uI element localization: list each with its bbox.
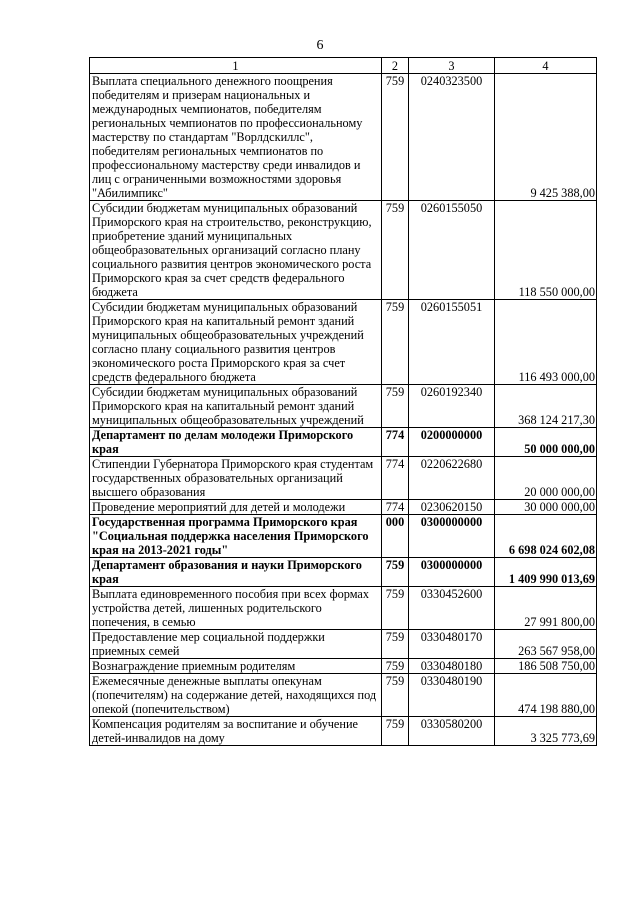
row-code-cell: 0330452600	[409, 587, 495, 630]
row-ministry-cell: 759	[382, 587, 409, 630]
row-name-cell: Департамент по делам молодежи Приморского края	[90, 428, 382, 457]
row-name-cell: Проведение мероприятий для детей и молодежи	[90, 500, 382, 515]
row-ministry-cell: 759	[382, 659, 409, 674]
table-row	[90, 74, 597, 201]
row-code-cell: 0330480170	[409, 630, 495, 659]
row-code-cell: 0300000000	[409, 558, 495, 587]
column-header-2: 2	[382, 58, 409, 74]
row-code-cell: 0260155051	[409, 300, 495, 385]
row-name-cell: Стипендии Губернатора Приморского края студентам государственных образовательных организаций высшего образования	[90, 457, 382, 500]
table-row	[90, 717, 597, 746]
row-code-cell: 0220622680	[409, 457, 495, 500]
row-code-cell: 0230620150	[409, 500, 495, 515]
column-header-4: 4	[495, 58, 597, 74]
table-row	[90, 515, 597, 558]
row-amount-cell: 118 550 000,00	[495, 201, 597, 300]
row-amount-cell: 116 493 000,00	[495, 300, 597, 385]
table-row	[90, 300, 597, 385]
row-name-cell: Ежемесячные денежные выплаты опекунам (попечителям) на содержание детей, находящихся под опекой (попечительством)	[90, 674, 382, 717]
row-amount-cell: 474 198 880,00	[495, 674, 597, 717]
row-ministry-cell: 774	[382, 457, 409, 500]
row-code-cell: 0260155050	[409, 201, 495, 300]
row-ministry-cell: 759	[382, 385, 409, 428]
row-name-cell: Департамент образования и науки Приморского края	[90, 558, 382, 587]
row-ministry-cell: 759	[382, 558, 409, 587]
table-row	[90, 630, 597, 659]
column-header-3: 3	[409, 58, 495, 74]
column-header-1: 1	[90, 58, 382, 74]
table-header-row	[90, 58, 597, 74]
row-ministry-cell: 759	[382, 674, 409, 717]
row-name-cell: Выплата специального денежного поощрения победителям и призерам национальных и международных чемпионатов, победителям региональных чемпионатов по профессиональному мастерству по стандартам "Ворлдскиллс", победителям региональных чемпионатов по профессиональному мастерству среди инвалидов и лиц с ограниченными возможностями здоровья "Абилимпикс"	[90, 74, 382, 201]
row-ministry-cell: 759	[382, 717, 409, 746]
row-amount-cell: 368 124 217,30	[495, 385, 597, 428]
row-ministry-cell: 759	[382, 630, 409, 659]
row-amount-cell: 27 991 800,00	[495, 587, 597, 630]
row-ministry-cell: 774	[382, 500, 409, 515]
row-name-cell: Компенсация родителям за воспитание и обучение детей-инвалидов на дому	[90, 717, 382, 746]
table-row	[90, 659, 597, 674]
row-code-cell: 0330580200	[409, 717, 495, 746]
row-amount-cell: 1 409 990 013,69	[495, 558, 597, 587]
table-row	[90, 558, 597, 587]
row-amount-cell: 186 508 750,00	[495, 659, 597, 674]
row-amount-cell: 3 325 773,69	[495, 717, 597, 746]
table-row	[90, 587, 597, 630]
table-row	[90, 428, 597, 457]
row-amount-cell: 50 000 000,00	[495, 428, 597, 457]
row-amount-cell: 263 567 958,00	[495, 630, 597, 659]
table-row	[90, 457, 597, 500]
row-name-cell: Государственная программа Приморского края "Социальная поддержка населения Приморского края на 2013-2021 годы"	[90, 515, 382, 558]
row-ministry-cell: 759	[382, 74, 409, 201]
row-code-cell: 0240323500	[409, 74, 495, 201]
row-code-cell: 0300000000	[409, 515, 495, 558]
row-name-cell: Вознаграждение приемным родителям	[90, 659, 382, 674]
row-amount-cell: 6 698 024 602,08	[495, 515, 597, 558]
row-name-cell: Субсидии бюджетам муниципальных образований Приморского края на капитальный ремонт зданий муниципальных общеобразовательных учреждений	[90, 385, 382, 428]
table-row	[90, 201, 597, 300]
row-code-cell: 0330480180	[409, 659, 495, 674]
row-name-cell: Субсидии бюджетам муниципальных образований Приморского края на строительство, реконструкцию, приобретение зданий муниципальных общеобразовательных организаций согласно плану социального развития центров экономического роста Приморского края за счет средств федерального бюджета	[90, 201, 382, 300]
table-row	[90, 385, 597, 428]
row-ministry-cell: 774	[382, 428, 409, 457]
row-ministry-cell: 759	[382, 300, 409, 385]
row-name-cell: Субсидии бюджетам муниципальных образований Приморского края на капитальный ремонт зданий муниципальных общеобразовательных учреждений согласно плану социального развития центров экономического роста Приморского края за счет средств федерального бюджета	[90, 300, 382, 385]
table-row	[90, 500, 597, 515]
budget-table	[89, 57, 597, 746]
row-amount-cell: 9 425 388,00	[495, 74, 597, 201]
row-ministry-cell: 000	[382, 515, 409, 558]
row-name-cell: Выплата единовременного пособия при всех формах устройства детей, лишенных родительского попечения, в семью	[90, 587, 382, 630]
page-number: 6	[316, 38, 324, 53]
row-amount-cell: 30 000 000,00	[495, 500, 597, 515]
row-code-cell: 0200000000	[409, 428, 495, 457]
row-amount-cell: 20 000 000,00	[495, 457, 597, 500]
table-row	[90, 674, 597, 717]
row-ministry-cell: 759	[382, 201, 409, 300]
row-name-cell: Предоставление мер социальной поддержки приемных семей	[90, 630, 382, 659]
row-code-cell: 0260192340	[409, 385, 495, 428]
row-code-cell: 0330480190	[409, 674, 495, 717]
